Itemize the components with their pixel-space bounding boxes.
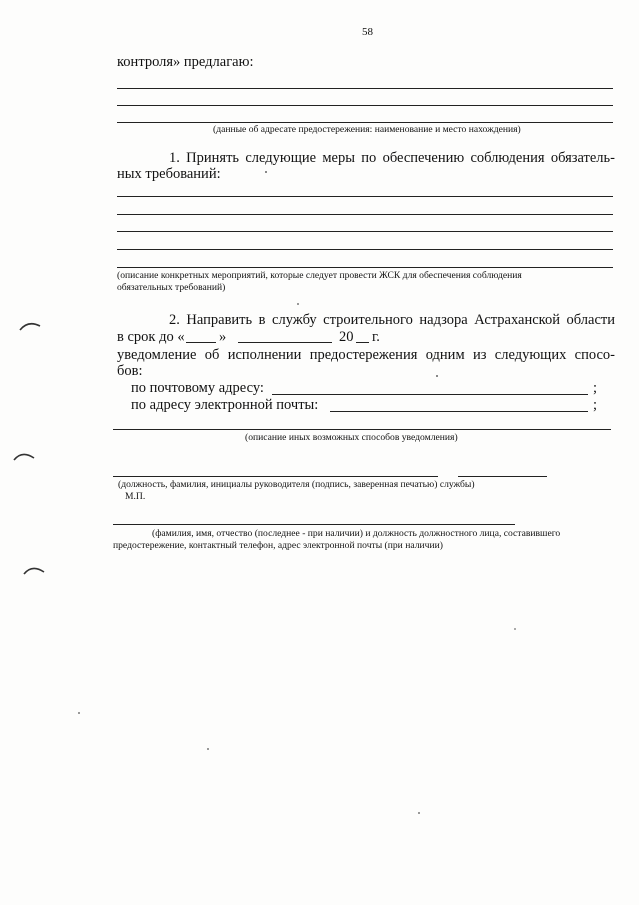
scan-speck <box>297 303 299 305</box>
measures-line-2 <box>117 214 613 215</box>
deadline-prefix: в срок до « <box>117 329 185 345</box>
official-position-line <box>113 476 438 477</box>
year-blank <box>356 342 369 343</box>
addressee-caption: (данные об адресате предостережения: наименование и место нахождения) <box>213 124 521 135</box>
scan-mark-1 <box>18 318 42 334</box>
compiler-caption-line-2: предостережение, контактный телефон, адрес электронной почты (при наличии) <box>113 540 443 551</box>
scan-speck <box>514 628 516 630</box>
measures-caption-line-2: обязательных требований) <box>117 282 226 293</box>
email-address-line <box>330 411 588 412</box>
scan-speck <box>207 748 209 750</box>
postal-label: по почтовому адресу: <box>131 380 264 396</box>
item2-text-line-3: уведомление об исполнении предостережения одним из следующих спосо- <box>117 347 615 363</box>
scan-speck <box>265 171 267 173</box>
measures-line-3 <box>117 231 613 232</box>
year-prefix: 20 <box>339 329 354 345</box>
email-terminator: ; <box>593 397 598 413</box>
notification-caption: (описание иных возможных способов уведомления) <box>245 432 458 443</box>
deadline-quote-close: » <box>219 329 227 345</box>
postal-address-line <box>272 394 588 395</box>
scan-speck <box>436 375 438 377</box>
intro-line: контроля» предлагаю: <box>117 54 254 70</box>
scan-speck <box>78 712 80 714</box>
measures-caption-line-1: (описание конкретных мероприятий, которые следует провести ЖСК для обеспечения соблюдения <box>117 270 522 281</box>
compiler-caption-line-1: (фамилия, имя, отчество (последнее - при наличии) и должность должностного лица, составившего <box>152 528 561 539</box>
item2-text-line-4: бов: <box>117 363 143 379</box>
measures-line-1 <box>117 196 613 197</box>
item1-text-line-2: ных требований: <box>117 166 221 182</box>
item1-text-line-1: 1. Принять следующие меры по обеспечению соблюдения обязатель- <box>169 150 615 166</box>
addressee-line-2 <box>117 105 613 106</box>
stamp-label: М.П. <box>125 491 146 502</box>
addressee-line-3 <box>117 122 613 123</box>
measures-line-5 <box>117 267 613 268</box>
official-signature-line <box>458 476 547 477</box>
scan-speck <box>418 812 420 814</box>
page-number: 58 <box>362 26 373 38</box>
postal-terminator: ; <box>593 380 598 396</box>
official-caption: (должность, фамилия, инициалы руководителя (подпись, заверенная печатью) службы) <box>118 479 475 490</box>
item2-text-line-1: 2. Направить в службу строительного надзора Астраханской области <box>169 312 615 328</box>
email-label: по адресу электронной почты: <box>131 397 319 413</box>
deadline-day-blank <box>186 342 216 343</box>
scan-mark-2 <box>12 448 36 464</box>
notification-line <box>113 429 611 430</box>
compiler-line <box>113 524 515 525</box>
deadline-month-blank <box>238 342 332 343</box>
scan-mark-3 <box>22 562 46 578</box>
year-suffix: г. <box>372 329 380 345</box>
measures-line-4 <box>117 249 613 250</box>
addressee-line-1 <box>117 88 613 89</box>
